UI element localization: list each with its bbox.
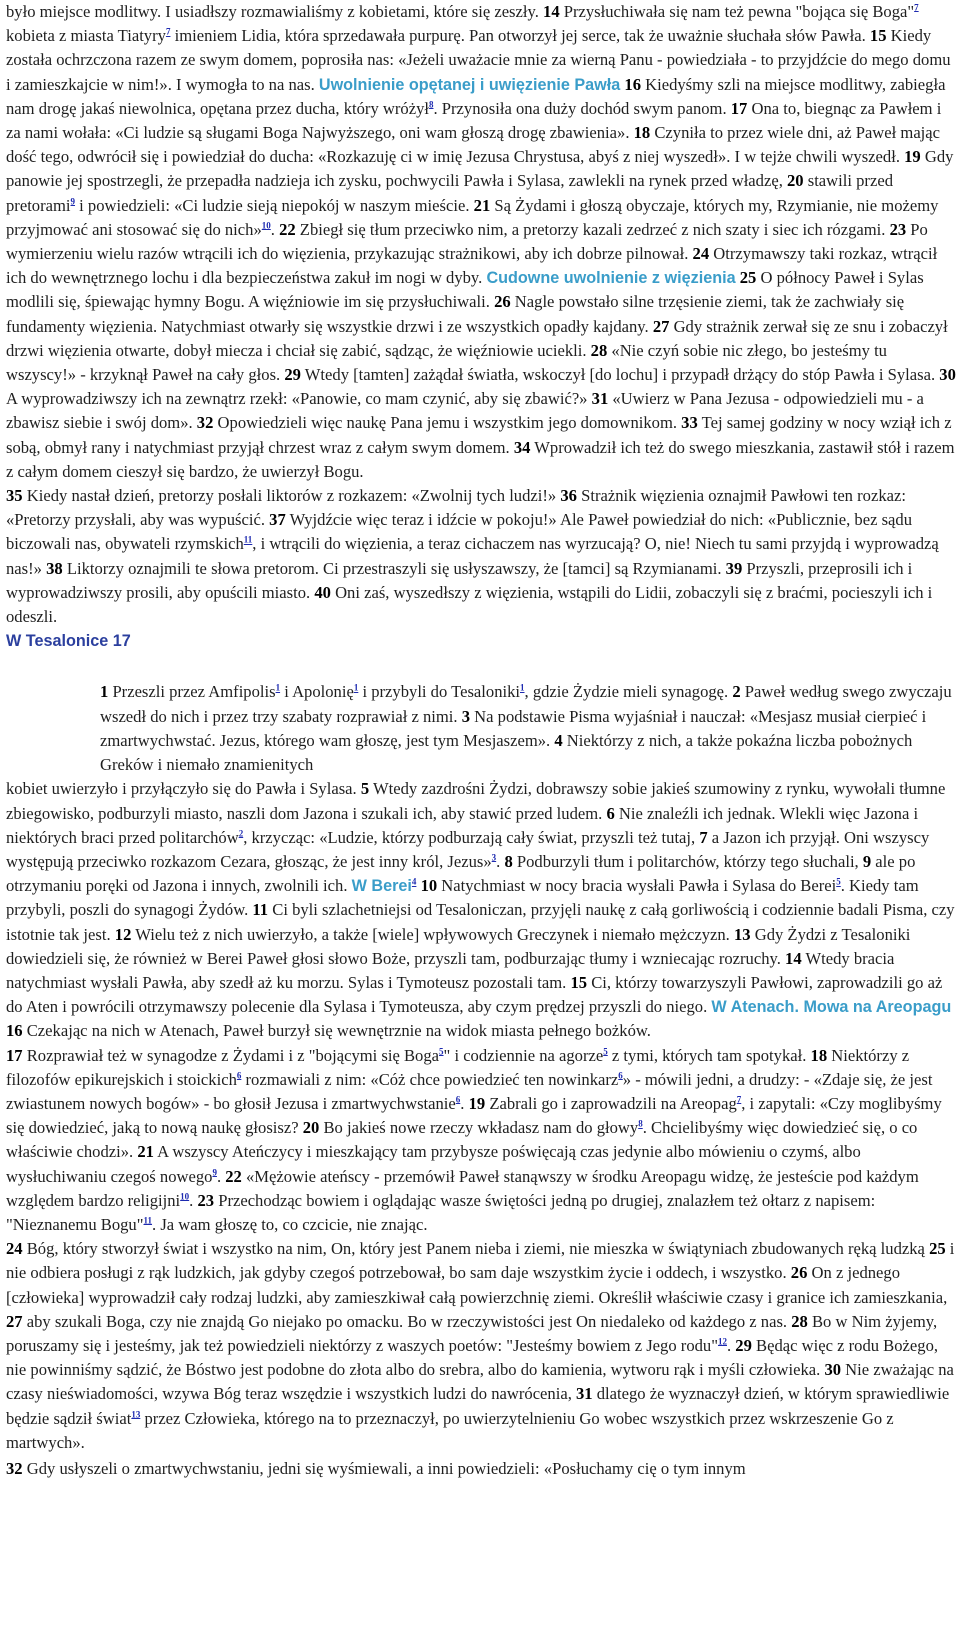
footnote-link[interactable]: 9 [70, 196, 76, 207]
verse-text: Wtedy zazdrośni Żydzi, dobrawszy sobie jakieś szumowiny z rynku, wywołali tłumne zbiegowisko, podburzyli miasto, naszli dom Jazona i szukali ich, aby stawić przed ludem. [6, 779, 946, 823]
section-heading: Cudowne uwolnienie z więzienia [486, 269, 736, 288]
verse-number: 18 [810, 1045, 828, 1065]
footnote-link[interactable]: 8 [638, 1118, 643, 1129]
section-heading: W Atenach. Mowa na Areopagu [711, 998, 952, 1017]
footnote-link[interactable]: 10 [261, 220, 271, 231]
footnote-link[interactable]: 3 [491, 852, 497, 863]
footnote-link[interactable]: 5 [439, 1046, 444, 1056]
verse-number: 18 [633, 123, 651, 143]
verse-number: 24 [6, 1239, 23, 1259]
verse-number: 21 [137, 1142, 154, 1162]
verse-number: 29 [735, 1335, 752, 1355]
footnote-link[interactable]: 6 [236, 1070, 242, 1081]
verse-text: Otrzymawszy taki rozkaz, wtrącił ich do wewnętrznego lochu i dla bezpieczeństwa zakuł im nogi w dyby. [6, 244, 938, 288]
verse-number: 34 [513, 437, 531, 457]
verse-text: a Jazon ich przyjął. Oni wszyscy występują przeciwko rozkazom Cezara, głosząc, że jest inny król, Jezus» [6, 827, 930, 871]
verse-text: rozmawiali z nim: «Cóż chce powiedzieć ten nowinkarz [241, 1069, 619, 1089]
verse-text: «Mężowie ateńscy - przemówił Paweł stanąwszy w środku Areopagu widzę, że jesteście pod każdym względem bardzo religijni [6, 1166, 919, 1210]
verse-number: 7 [699, 827, 708, 847]
verse-text: Kiedyśmy szli na miejsce modlitwy, zabiegła nam drogę jakaś niewolnica, opętana przez ducha, który wróżył [6, 74, 946, 118]
verse-number: 19 [468, 1093, 486, 1113]
verse-text: Czekając na nich w Atenach, Paweł burzył się wewnętrznie na widok miasta pełnego bożków. [22, 1021, 651, 1041]
verse-text: imieniem Lidia, która sprzedawała purpurę. Pan otworzył jej serce, tak że uważnie słuchała słów Pawła. [170, 26, 870, 46]
footnote-link[interactable]: 11 [243, 534, 253, 545]
chapter-heading-text: W Tesalonice 17 [6, 632, 131, 651]
verse-text: Bo w Nim żyjemy, poruszamy się i jesteśmy, jak też powiedzieli niektórzy z waszych poetów: "Jesteśmy bowiem z Jego rodu" [6, 1311, 938, 1355]
verse-text: Wielu też z nich uwierzyło, a także [wiele] wpływowych Greczynek i niemało mężczyzn. [131, 924, 734, 944]
verse-number: 30 [824, 1360, 842, 1380]
footnote-link[interactable]: 5 [836, 876, 841, 887]
footnote-link[interactable]: 1 [353, 682, 359, 693]
verse-text: . [460, 1093, 469, 1113]
verse-text: Niektórzy z filozofów epikurejskich i stoickich [6, 1045, 910, 1089]
verse-number: 40 [314, 582, 331, 602]
verse-number: 16 [624, 74, 641, 94]
acts-17-passage [6, 777, 956, 1455]
verse-text: . [189, 1190, 198, 1210]
verse-number: 3 [461, 706, 470, 726]
verse-text: i przybyli do Tesaloniki [358, 682, 521, 702]
chapter-heading [6, 629, 956, 653]
verse-text: stawili przed pretorami [6, 171, 893, 215]
verse-number: 28 [590, 340, 608, 360]
verse-text: . Ja wam głoszę to, co czcicie, nie znając. [152, 1214, 428, 1234]
verse-number: 31 [591, 389, 609, 409]
footnote-link[interactable]: 6 [618, 1070, 623, 1081]
section-heading: Uwolnienie opętanej i uwięzienie Pawła [318, 75, 621, 94]
verse-number: 29 [284, 365, 301, 385]
verse-number: 38 [46, 558, 63, 578]
verse-text: Ci byli szlachetniejsi od Tesaloniczan, przyjęli naukę z całą gorliwością i codziennie badali Pisma, czy istotnie tak jest. [6, 900, 955, 944]
verse-number: 17 [6, 1045, 23, 1065]
verse-text: A wyprowadziwszy ich na zewnątrz rzekł: «Panowie, co mam czynić, aby się zbawić?» [6, 389, 592, 409]
verse-text: Kiedy nastał dzień, pretorzy posłali liktorów z rozkazem: «Zwolnij tych ludzi!» [22, 486, 561, 506]
verse-number: 21 [473, 195, 491, 215]
verse-number: 22 [279, 219, 296, 239]
verse-text: Gdy usłyszeli o zmartwychwstaniu, jedni się wyśmiewali, a inni powiedzieli: «Posłuchamy cię o tym innym [22, 1458, 746, 1478]
footnote-link[interactable]: 7 [914, 2, 919, 13]
verse-text: Przyszli, przeprosili ich i wyprowadziwszy prosili, aby opuścili miasto. [6, 558, 913, 602]
footnote-link[interactable]: 1 [520, 682, 525, 693]
footnote-link[interactable]: 1 [275, 682, 281, 693]
verse-number: 20 [302, 1118, 320, 1138]
verse-text: Paweł według swego zwyczaju wszedł do nich i przez trzy szabaty rozprawiał z nimi. [100, 682, 952, 726]
verse-text: Nie zważając na czasy nieświadomości, wzywa Bóg teraz wszędzie i wszystkich ludzi do nawrócenia, [6, 1360, 954, 1404]
verse-text: , krzycząc: «Ludzie, którzy podburzają cały świat, przyszli też tutaj, [243, 827, 700, 847]
verse-text: Przeszli przez Amfipolis [108, 682, 276, 702]
footnote-link[interactable]: 10 [180, 1191, 190, 1202]
verse-number: 8 [504, 851, 513, 871]
verse-text: . [216, 1166, 226, 1186]
verse-text: Nagle powstało silne trzęsienie ziemi, tak że zachwiały się fundamenty więzienia. Natychmiast otwarły się wszystkie drzwi i ze wszystkich opadły kajdany. [6, 292, 905, 336]
acts-17-last-line [6, 1457, 956, 1481]
verse-number: 10 [420, 876, 438, 896]
verse-text: kobieta z miasta Tiatyry [6, 26, 166, 46]
footnote-link[interactable]: 13 [131, 1409, 141, 1420]
verse-number: 19 [904, 147, 921, 167]
verse-number: 23 [197, 1190, 215, 1210]
verse-text: Ci, którzy towarzyszyli Pawłowi, zaprowadzili go aż do Aten i powrócili otrzymawszy polecenie dla Sylasa i Tymoteusza, aby czym prędzej przyszli do niego. [6, 972, 943, 1017]
verse-text: Bóg, który stworzył świat i wszystko na nim, On, który jest Panem nieba i ziemi, nie mieszka w świątyniach zbudowanych ręką ludzką [22, 1239, 930, 1259]
verse-text: Będąc więc z rodu Bożego, nie powinniśmy sądzić, że Bóstwo jest podobne do złota albo do srebra, albo do kamienia, wytworu rąk i myśli człowieka. [6, 1335, 939, 1380]
verse-text: Kiedy została ochrzczona razem ze swym domem, poprosiła nas: «Jeżeli uważacie mnie za wierną Panu - powiedziała - to przyjdźcie do mego domu i zamieszkajcie w nim!». I wymogła to na nas. [6, 26, 951, 94]
verse-text: Natychmiast w nocy bracia wysłali Pawła i Sylasa do Berei [437, 876, 837, 896]
verse-number: 20 [787, 171, 804, 191]
verse-number: 30 [939, 365, 956, 385]
verse-text: «Nie czyń sobie nic złego, bo jesteśmy tu wszyscy!» - krzyknął Paweł na cały głos. [6, 340, 887, 385]
verse-text: kobiet uwierzyło i przyłączyło się do Pawła i Sylasa. [6, 779, 361, 799]
footnote-link[interactable]: 4 [411, 876, 417, 887]
footnote-link[interactable]: 8 [428, 99, 434, 110]
verse-number: 37 [269, 510, 286, 530]
verse-text: . [270, 219, 280, 239]
acts-17-indented-passage [6, 680, 956, 777]
verse-text: i nie odbiera posługi z rąk ludzkich, jak gdyby czegoś potrzebował, bo sam daje wszystkim życie i oddech, i wszystko. [6, 1239, 955, 1283]
verse-text: Rozprawiał też w synagodze z Żydami i z "bojącymi się Boga [22, 1045, 440, 1065]
verse-text: Strażnik więzienia oznajmił Pawłowi ten rozkaz: «Pretorzy przysłali, aby was wypuścić. [6, 486, 906, 530]
verse-number: 16 [6, 1021, 23, 1041]
verse-text: Przechodząc bowiem i oglądając wasze świętości jedną po drugiej, znalazłem też ołtarz z napisem: "Nieznanemu Bogu" [6, 1190, 876, 1234]
verse-number: 25 [739, 268, 757, 288]
verse-text: , i wtrącili do więzienia, a teraz cichaczem nas wyrzucają? O, nie! Niech tu sami przyjdą i wyprowadzą nas!» [6, 534, 939, 578]
verse-text: Przysłuchiwała się nam też pewna "bojąca się Boga" [559, 2, 915, 21]
verse-text: «Uwierz w Pana Jezusa - odpowiedzieli mu - a zbawisz siebie i swój dom». [6, 389, 924, 433]
verse-text: ale po otrzymaniu poręki od Jazona i innych, zwolnili ich. [6, 851, 916, 896]
footnote-link[interactable]: 5 [603, 1046, 608, 1056]
verse-text: . Chcielibyśmy więc dowiedzieć się, o co właściwie chodzi». [6, 1118, 918, 1162]
verse-number: 23 [889, 219, 907, 239]
verse-text: Gdy Żydzi z Tesaloniki dowiedzieli się, że również w Berei Paweł głosi słowo Boże, przyszli tam, podburzając tłumy i wzniecając rozruchy. [6, 924, 911, 968]
verse-number: 32 [6, 1458, 23, 1478]
verse-text: Bo jakieś nowe rzeczy wkładasz nam do głowy [319, 1118, 639, 1138]
verse-text: Ona to, biegnąc za Pawłem i za nami wołała: «Ci ludzie są sługami Boga Najwyższego, oni wam głoszą drogę zbawienia». [6, 98, 942, 143]
footnote-link[interactable]: 2 [238, 828, 244, 839]
verse-number: 25 [929, 1239, 946, 1259]
verse-text: A wszyscy Ateńczycy i mieszkający tam przybysze poświęcają czas jedynie albo mówieniu o czymś, albo wysłuchiwaniu czegoś nowego [6, 1142, 861, 1186]
verse-text: » - mówili jedni, a drudzy: - «Zdaje się, że jest zwiastunem nowych bogów» - bo głosił Jezusa i zmartwychwstanie [6, 1069, 933, 1113]
verse-number: 26 [494, 292, 511, 312]
verse-number: 15 [869, 26, 887, 46]
footnote-link[interactable]: 12 [717, 1336, 727, 1347]
verse-text: , gdzie Żydzie mieli synagogę. [524, 682, 733, 702]
verse-text: dlatego że wyznaczył dzień, w którym sprawiedliwie będzie sądził świat [6, 1384, 950, 1428]
verse-text: Gdy panowie jej spostrzegli, że przepadła nadzieja ich zysku, pochwycili Pawła i Sylasa, zawlekli na rynek przed władzę, [6, 147, 954, 191]
verse-text: Tej samej godziny w nocy wziął ich z sobą, obmył rany i natychmiast przyjął chrzest wraz z całym swym domem. [6, 413, 952, 457]
verse-number: 32 [196, 413, 214, 433]
verse-number: 35 [6, 486, 23, 506]
verse-text: . [496, 851, 505, 871]
verse-text: Oni zaś, wyszedłszy z więzienia, wstąpili do Lidii, zobaczyli się z braćmi, pocieszyli ich i odeszli. [6, 582, 933, 627]
verse-text: O północy Paweł i Sylas modlili się, śpiewając hymny Bogu. A więźniowie im się przysłuchiwali. [6, 268, 924, 312]
verse-text: Wprowadził ich też do swego mieszkania, zastawił stół i razem z całym domem cieszył się bardzo, że uwierzył Bogu. [6, 437, 955, 481]
verse-text: . Kiedy tam przybyli, poszli do synagogi Żydów. [6, 876, 919, 920]
verse-text: Po wymierzeniu wielu razów wtrącili ich do więzienia, przykazując strażnikowi, aby ich dobrze pilnował. [6, 219, 928, 264]
footnote-link[interactable]: 6 [455, 1094, 461, 1105]
verse-number: 36 [560, 486, 577, 506]
verse-text: Gdy strażnik zerwał się ze snu i zobaczył drzwi więzienia otwarte, dobył miecza i chciał się zabić, sądząc, że więźniowie uciekli. [6, 316, 948, 360]
verse-text: Niektórzy z nich, a także pokaźna liczba pobożnych Greków i niemało znamienitych [100, 730, 913, 775]
verse-number: 24 [692, 244, 710, 264]
chapter-gap [6, 653, 956, 680]
verse-text: przez Człowieka, którego na to przeznaczył, po uwierzytelnieniu Go wobec wszystkich przez wskrzeszenie Go z martwych». [6, 1408, 894, 1452]
verse-text: Czyniła to przez wiele dni, aż Paweł mając dość tego, odwrócił się i powiedział do ducha: «Rozkazuję ci w imię Jezusa Chrystusa, abyś z niej wyszedł». I w tejże chwili wyszedł. [6, 123, 941, 167]
verse-text: , i zapytali: «Czy moglibyśmy się dowiedzieć, jaką to nową naukę głosisz? [6, 1093, 942, 1138]
verse-text: Wtedy bracia natychmiast wysłali Pawła, aby szedł aż ku morzu. Sylas i Tymoteusz pozostali tam. [6, 948, 895, 992]
verse-number: 13 [733, 924, 751, 944]
verse-number: 5 [360, 779, 370, 799]
verse-text: Zbiegł się tłum przeciwko nim, a pretorzy kazali zedrzeć z nich szaty i siec ich rózgami. [295, 219, 890, 239]
verse-text: Na podstawie Pisma wyjaśniał i nauczał: «Mesjasz musiał cierpieć i zmartwychwstać. Jezus, którego wam głoszę, jest tym Mesjaszem». [100, 706, 927, 750]
verse-text: Opowiedzieli więc naukę Pana jemu i wszystkim jego domownikom. [213, 413, 682, 433]
verse-text: " i codziennie na agorze [443, 1045, 604, 1065]
footnote-link[interactable]: 7 [165, 26, 171, 37]
verse-text: i Apolonię [280, 682, 354, 702]
verse-text: . Przynosiła ona duży dochód swym panom. [433, 98, 731, 118]
verse-text: Nie znaleźli ich jednak. Wlekli więc Jazona i niektórych braci przed politarchów [6, 803, 919, 847]
verse-number: 9 [862, 851, 872, 871]
verse-text: Wtedy [tamten] zażądał światła, wskoczył [do lochu] i przypadł drżący do stóp Pawła i Sylasa. [300, 365, 940, 385]
verse-text: Wyjdźcie więc teraz i idźcie w pokoju!» Ale Paweł powiedział do nich: «Publicznie, bez sądu biczowali nas, obywateli rzymskich [6, 510, 913, 554]
verse-text: On z jednego [człowieka] wyprowadził cały rodzaj ludzki, aby zamieszkiwał całą powierzchnię ziemi. Określił właściwie czasy i granice ich zamieszkania, [6, 1263, 948, 1307]
section-heading: W Berei [351, 877, 412, 896]
verse-text: Są Żydami i głoszą obyczaje, których my, Rzymianie, nie możemy przyjmować ani stosować się do nich» [6, 195, 939, 239]
verse-text: i powiedzieli: «Ci ludzie sieją niepokój w naszym mieście. [75, 195, 474, 215]
verse-text: aby szukali Boga, czy nie znajdą Go niejako po omacku. Bo w rzeczywistości jest On niedaleko od każdego z nas. [22, 1311, 792, 1331]
verse-number: 17 [730, 98, 748, 118]
verse-number: 33 [681, 413, 698, 433]
verse-number: 15 [570, 972, 588, 992]
verse-number: 6 [606, 803, 615, 823]
verse-number: 28 [791, 1311, 808, 1331]
verse-number: 14 [785, 948, 802, 968]
footnote-link[interactable]: 9 [212, 1167, 217, 1178]
verse-number: 1 [100, 682, 109, 702]
footnote-link[interactable]: 11 [143, 1215, 153, 1226]
verse-number: 39 [725, 558, 743, 578]
verse-number: 4 [554, 730, 563, 750]
footnote-link[interactable]: 7 [736, 1094, 742, 1105]
verse-number: 27 [652, 316, 670, 336]
verse-text: Liktorzy oznajmili te słowa pretorom. Ci przestraszyli się usłyszawszy, że [tamci] są Rzymianami. [62, 558, 726, 578]
verse-number: 27 [6, 1311, 23, 1331]
verse-text: . [726, 1335, 736, 1355]
verse-number: 11 [252, 900, 269, 920]
verse-number: 22 [225, 1166, 242, 1186]
verse-number: 26 [790, 1263, 808, 1283]
verse-text: Zabrali go i zaprowadzili na Areopag [485, 1093, 737, 1113]
verse-number: 2 [732, 682, 741, 702]
acts-16-passage [6, 0, 956, 629]
verse-number: 14 [543, 2, 560, 21]
verse-text: było miejsce modlitwy. I usiadłszy rozmawialiśmy z kobietami, które się zeszły. [6, 2, 544, 21]
verse-number: 12 [114, 924, 132, 944]
verse-text: z tymi, których tam spotykał. [607, 1045, 811, 1065]
verse-text: Podburzyli tłum i politarchów, którzy tego słuchali, [512, 851, 863, 871]
verse-number: 31 [576, 1384, 593, 1404]
